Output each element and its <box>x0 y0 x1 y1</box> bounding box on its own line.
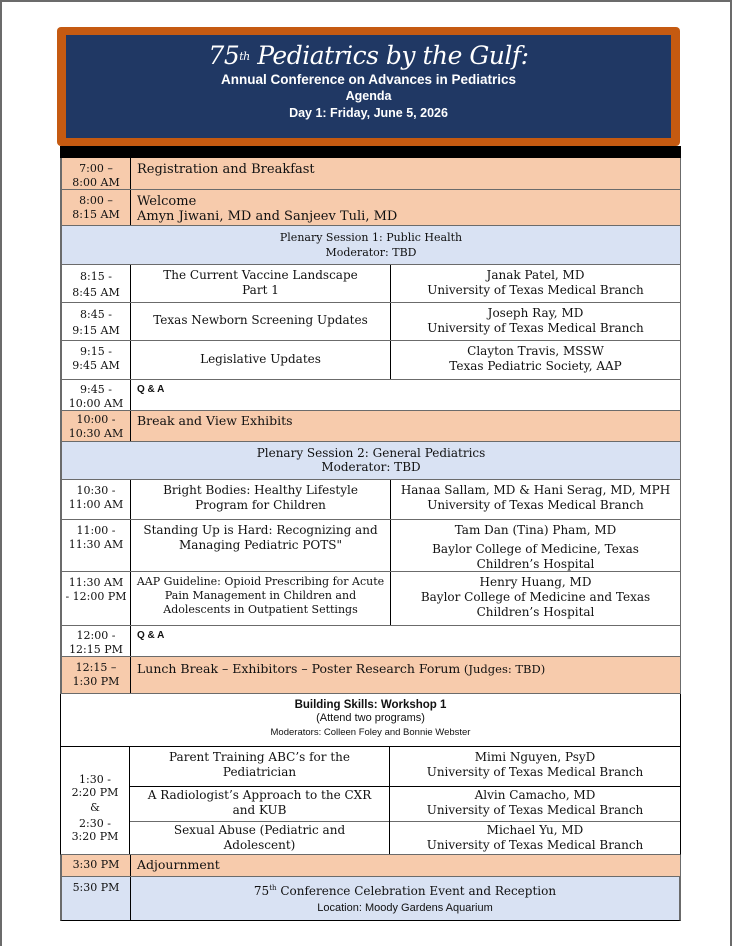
time-cell <box>62 520 131 571</box>
time-start: 10:00 - <box>76 413 116 426</box>
workshop-block <box>60 747 681 855</box>
talk-title: Parent Training ABC’s for the <box>169 750 350 764</box>
talk-title-cell <box>131 265 391 302</box>
title-text: Conference Celebration Event and Reception <box>276 884 557 898</box>
time-cell <box>62 380 131 410</box>
agenda-row-newborn <box>60 303 681 341</box>
agenda-row-reception <box>60 877 681 921</box>
agenda-row-adjournment <box>60 855 681 877</box>
talk-title-line2: Program for Children <box>195 498 326 512</box>
speaker-name: Clayton Travis, MSSW <box>467 344 604 358</box>
event-title: Registration and Breakfast <box>137 162 315 177</box>
time-cell <box>62 877 131 920</box>
time-end: 8:15 AM <box>72 208 120 221</box>
talk-title: Sexual Abuse (Pediatric and <box>173 823 346 837</box>
day-label: Day 1: Friday, June 5, 2026 <box>289 106 448 120</box>
time-end: 10:30 AM <box>68 427 124 440</box>
talk-title: Standing Up is Hard: Recognizing and <box>143 523 378 537</box>
time-cell <box>62 657 131 693</box>
talk-title: Texas Newborn Screening Updates <box>153 313 368 327</box>
talk-title-line2: Pediatrician <box>222 765 297 779</box>
time-cell <box>62 411 131 441</box>
talk-title-cell <box>130 786 390 821</box>
event-location: Location: Moody Gardens Aquarium <box>317 902 493 914</box>
conference-title <box>66 41 671 71</box>
speaker-name: Joseph Ray, MD <box>487 306 584 320</box>
time-start-2: 2:30 - <box>79 817 111 830</box>
event-title: Q & A <box>137 384 165 395</box>
speaker-affiliation-line2: Children’s Hospital <box>476 557 595 571</box>
time-start: 9:45 - <box>80 383 112 396</box>
time-start: 8:45 - <box>80 308 112 321</box>
agenda-row-opioid <box>60 572 681 626</box>
talk-title-cell <box>131 520 391 571</box>
talk-title-line3: Adolescents in Outpatient Settings <box>163 603 358 616</box>
time-cell <box>61 747 130 854</box>
session-title: Plenary Session 1: Public Health <box>279 231 463 244</box>
speaker-cell <box>391 520 680 571</box>
time-end-1: 2:20 PM <box>71 786 119 799</box>
session-title: Building Skills: Workshop 1 <box>294 699 447 711</box>
talk-title-line2: Managing Pediatric POTS" <box>179 538 342 552</box>
speaker-affiliation: University of Texas Medical Branch <box>427 498 644 512</box>
time-end: 10:00 AM <box>68 397 124 410</box>
session-moderator: Moderator: TBD <box>325 246 417 259</box>
workshop-row-radiologist <box>130 786 680 822</box>
talk-title: Legislative Updates <box>200 352 321 366</box>
time-cell <box>62 480 131 519</box>
talk-title-cell <box>131 572 391 625</box>
time-cell <box>62 265 131 302</box>
event-title: Lunch Break – Exhibitors – Poster Research Forum <box>137 661 461 676</box>
time-separator: & <box>90 801 100 814</box>
time-start: 5:30 PM <box>72 881 120 894</box>
workshop-row-parent <box>130 747 680 787</box>
speaker-name: Mimi Nguyen, PsyD <box>474 750 596 764</box>
conference-subtitle: Annual Conference on Advances in Pediatrics <box>220 72 517 87</box>
event-cell <box>131 877 679 920</box>
time-cell <box>62 855 131 876</box>
agenda-row-lunch <box>60 657 681 694</box>
speaker-name: Michael Yu, MD <box>486 823 584 837</box>
header-banner <box>57 27 680 146</box>
time-start: 3:30 PM <box>72 858 120 871</box>
event-title: Adjournment <box>137 857 220 872</box>
talk-title-cell <box>131 341 391 379</box>
session-moderators: Moderators: Colleen Foley and Bonnie Webster <box>270 727 471 738</box>
talk-title-cell <box>130 821 390 854</box>
speaker-affiliation: University of Texas Medical Branch <box>426 838 644 852</box>
time-start: 11:00 - <box>76 524 116 537</box>
time-end: 11:00 AM <box>68 498 124 511</box>
talk-title-line2: Adolescent) <box>223 838 296 852</box>
session-cell <box>62 442 680 479</box>
event-title: Break and View Exhibits <box>137 413 293 428</box>
speaker-cell <box>391 480 680 519</box>
time-start: 8:00 – <box>79 194 113 207</box>
session-cell <box>62 226 680 264</box>
speaker-affiliation: Texas Pediatric Society, AAP <box>449 359 622 373</box>
event-title <box>137 881 673 899</box>
speaker-name: Alvin Camacho, MD <box>474 788 596 802</box>
time-end: 9:45 AM <box>72 359 120 372</box>
time-start: 12:15 – <box>75 661 117 674</box>
talk-title: The Current Vaccine Landscape <box>163 268 358 282</box>
time-end: 8:00 AM <box>72 176 120 189</box>
talk-title-cell <box>131 480 391 519</box>
event-title: Welcome <box>137 194 197 209</box>
speaker-affiliation: University of Texas Medical Branch <box>427 321 644 335</box>
talk-title-line2: Pain Management in Children and <box>164 589 357 602</box>
talk-title-line2: Part 1 <box>242 283 279 297</box>
agenda-row-registration <box>60 158 681 190</box>
time-end: 12:15 PM <box>69 643 123 656</box>
agenda-row-bright-bodies <box>60 480 681 520</box>
speaker-affiliation: University of Texas Medical Branch <box>427 283 644 297</box>
time-cell <box>62 158 131 189</box>
event-speakers: Amyn Jiwani, MD and Sanjeev Tuli, MD <box>137 209 398 224</box>
speaker-cell <box>391 572 680 625</box>
time-cell <box>62 190 131 225</box>
event-cell <box>131 190 680 225</box>
agenda-row-legislative <box>60 341 681 380</box>
time-end-2: 3:20 PM <box>71 830 119 843</box>
time-start-1: 1:30 - <box>79 773 111 786</box>
agenda-row-qa-1 <box>60 380 681 411</box>
speaker-name: Henry Huang, MD <box>479 575 592 589</box>
time-start: 7:00 – <box>79 162 113 175</box>
talk-title: AAP Guideline: Opioid Prescribing for Acute <box>136 575 385 588</box>
time-cell <box>62 626 131 656</box>
event-title: Q & A <box>137 630 165 641</box>
speaker-affiliation: University of Texas Medical Branch <box>426 765 644 779</box>
event-cell <box>131 657 680 693</box>
talk-title: A Radiologist’s Approach to the CXR <box>147 788 372 802</box>
title-number: 75 <box>253 884 270 898</box>
agenda-label: Agenda <box>345 89 392 103</box>
agenda-row-vaccine <box>60 265 681 303</box>
time-cell <box>62 303 131 340</box>
time-end: 8:45 AM <box>72 286 120 299</box>
talk-title-line2: and KUB <box>232 803 287 817</box>
talk-title: Bright Bodies: Healthy Lifestyle <box>163 483 358 497</box>
time-end: 9:15 AM <box>72 324 120 337</box>
speaker-affiliation: Baylor College of Medicine and Texas <box>420 590 651 604</box>
speaker-affiliation: Baylor College of Medicine, Texas <box>432 542 639 556</box>
title-number: 75 <box>208 41 240 70</box>
talk-title-cell <box>130 747 390 786</box>
session-header-workshop-1 <box>60 694 681 747</box>
time-start: 9:15 - <box>80 345 112 358</box>
speaker-affiliation: University of Texas Medical Branch <box>426 803 644 817</box>
agenda-row-welcome <box>60 190 681 226</box>
event-judges: (Judges: TBD) <box>460 662 546 676</box>
time-end: 11:30 AM <box>68 538 124 551</box>
time-end: 1:30 PM <box>72 675 120 688</box>
time-start: 11:30 AM <box>68 576 124 589</box>
title-suffix: th <box>269 884 277 892</box>
header-banner-inner <box>66 35 671 138</box>
session-title: Plenary Session 2: General Pediatrics <box>256 446 486 460</box>
speaker-name: Hanaa Sallam, MD & Hani Serag, MD, MPH <box>400 483 671 497</box>
talk-title-cell <box>131 303 391 340</box>
title-suffix: th <box>239 50 250 63</box>
title-text: Pediatrics by the Gulf: <box>249 41 529 70</box>
speaker-affiliation-line2: Children’s Hospital <box>476 605 595 619</box>
session-moderator: Moderator: TBD <box>321 460 421 474</box>
agenda-row-break <box>60 411 681 442</box>
speaker-cell <box>390 821 680 854</box>
session-note: (Attend two programs) <box>316 712 425 724</box>
speaker-name: Tam Dan (Tina) Pham, MD <box>454 523 617 537</box>
agenda-row-qa-2 <box>60 626 681 657</box>
session-cell <box>61 694 680 746</box>
session-header-plenary-1 <box>60 226 681 265</box>
workshop-row-abuse <box>130 821 680 854</box>
session-header-plenary-2 <box>60 442 681 480</box>
time-end: - 12:00 PM <box>65 590 127 603</box>
table-header-bar <box>60 146 681 158</box>
time-start: 12:00 - <box>76 629 116 642</box>
time-start: 8:15 - <box>80 270 112 283</box>
time-start: 10:30 - <box>76 484 116 497</box>
speaker-cell <box>391 265 680 302</box>
speaker-cell <box>391 341 680 379</box>
speaker-cell <box>391 303 680 340</box>
speaker-cell <box>390 786 680 821</box>
time-cell <box>62 572 131 625</box>
time-cell <box>62 341 131 379</box>
speaker-name: Janak Patel, MD <box>486 268 585 282</box>
agenda-row-pots <box>60 520 681 572</box>
speaker-cell <box>390 747 680 786</box>
